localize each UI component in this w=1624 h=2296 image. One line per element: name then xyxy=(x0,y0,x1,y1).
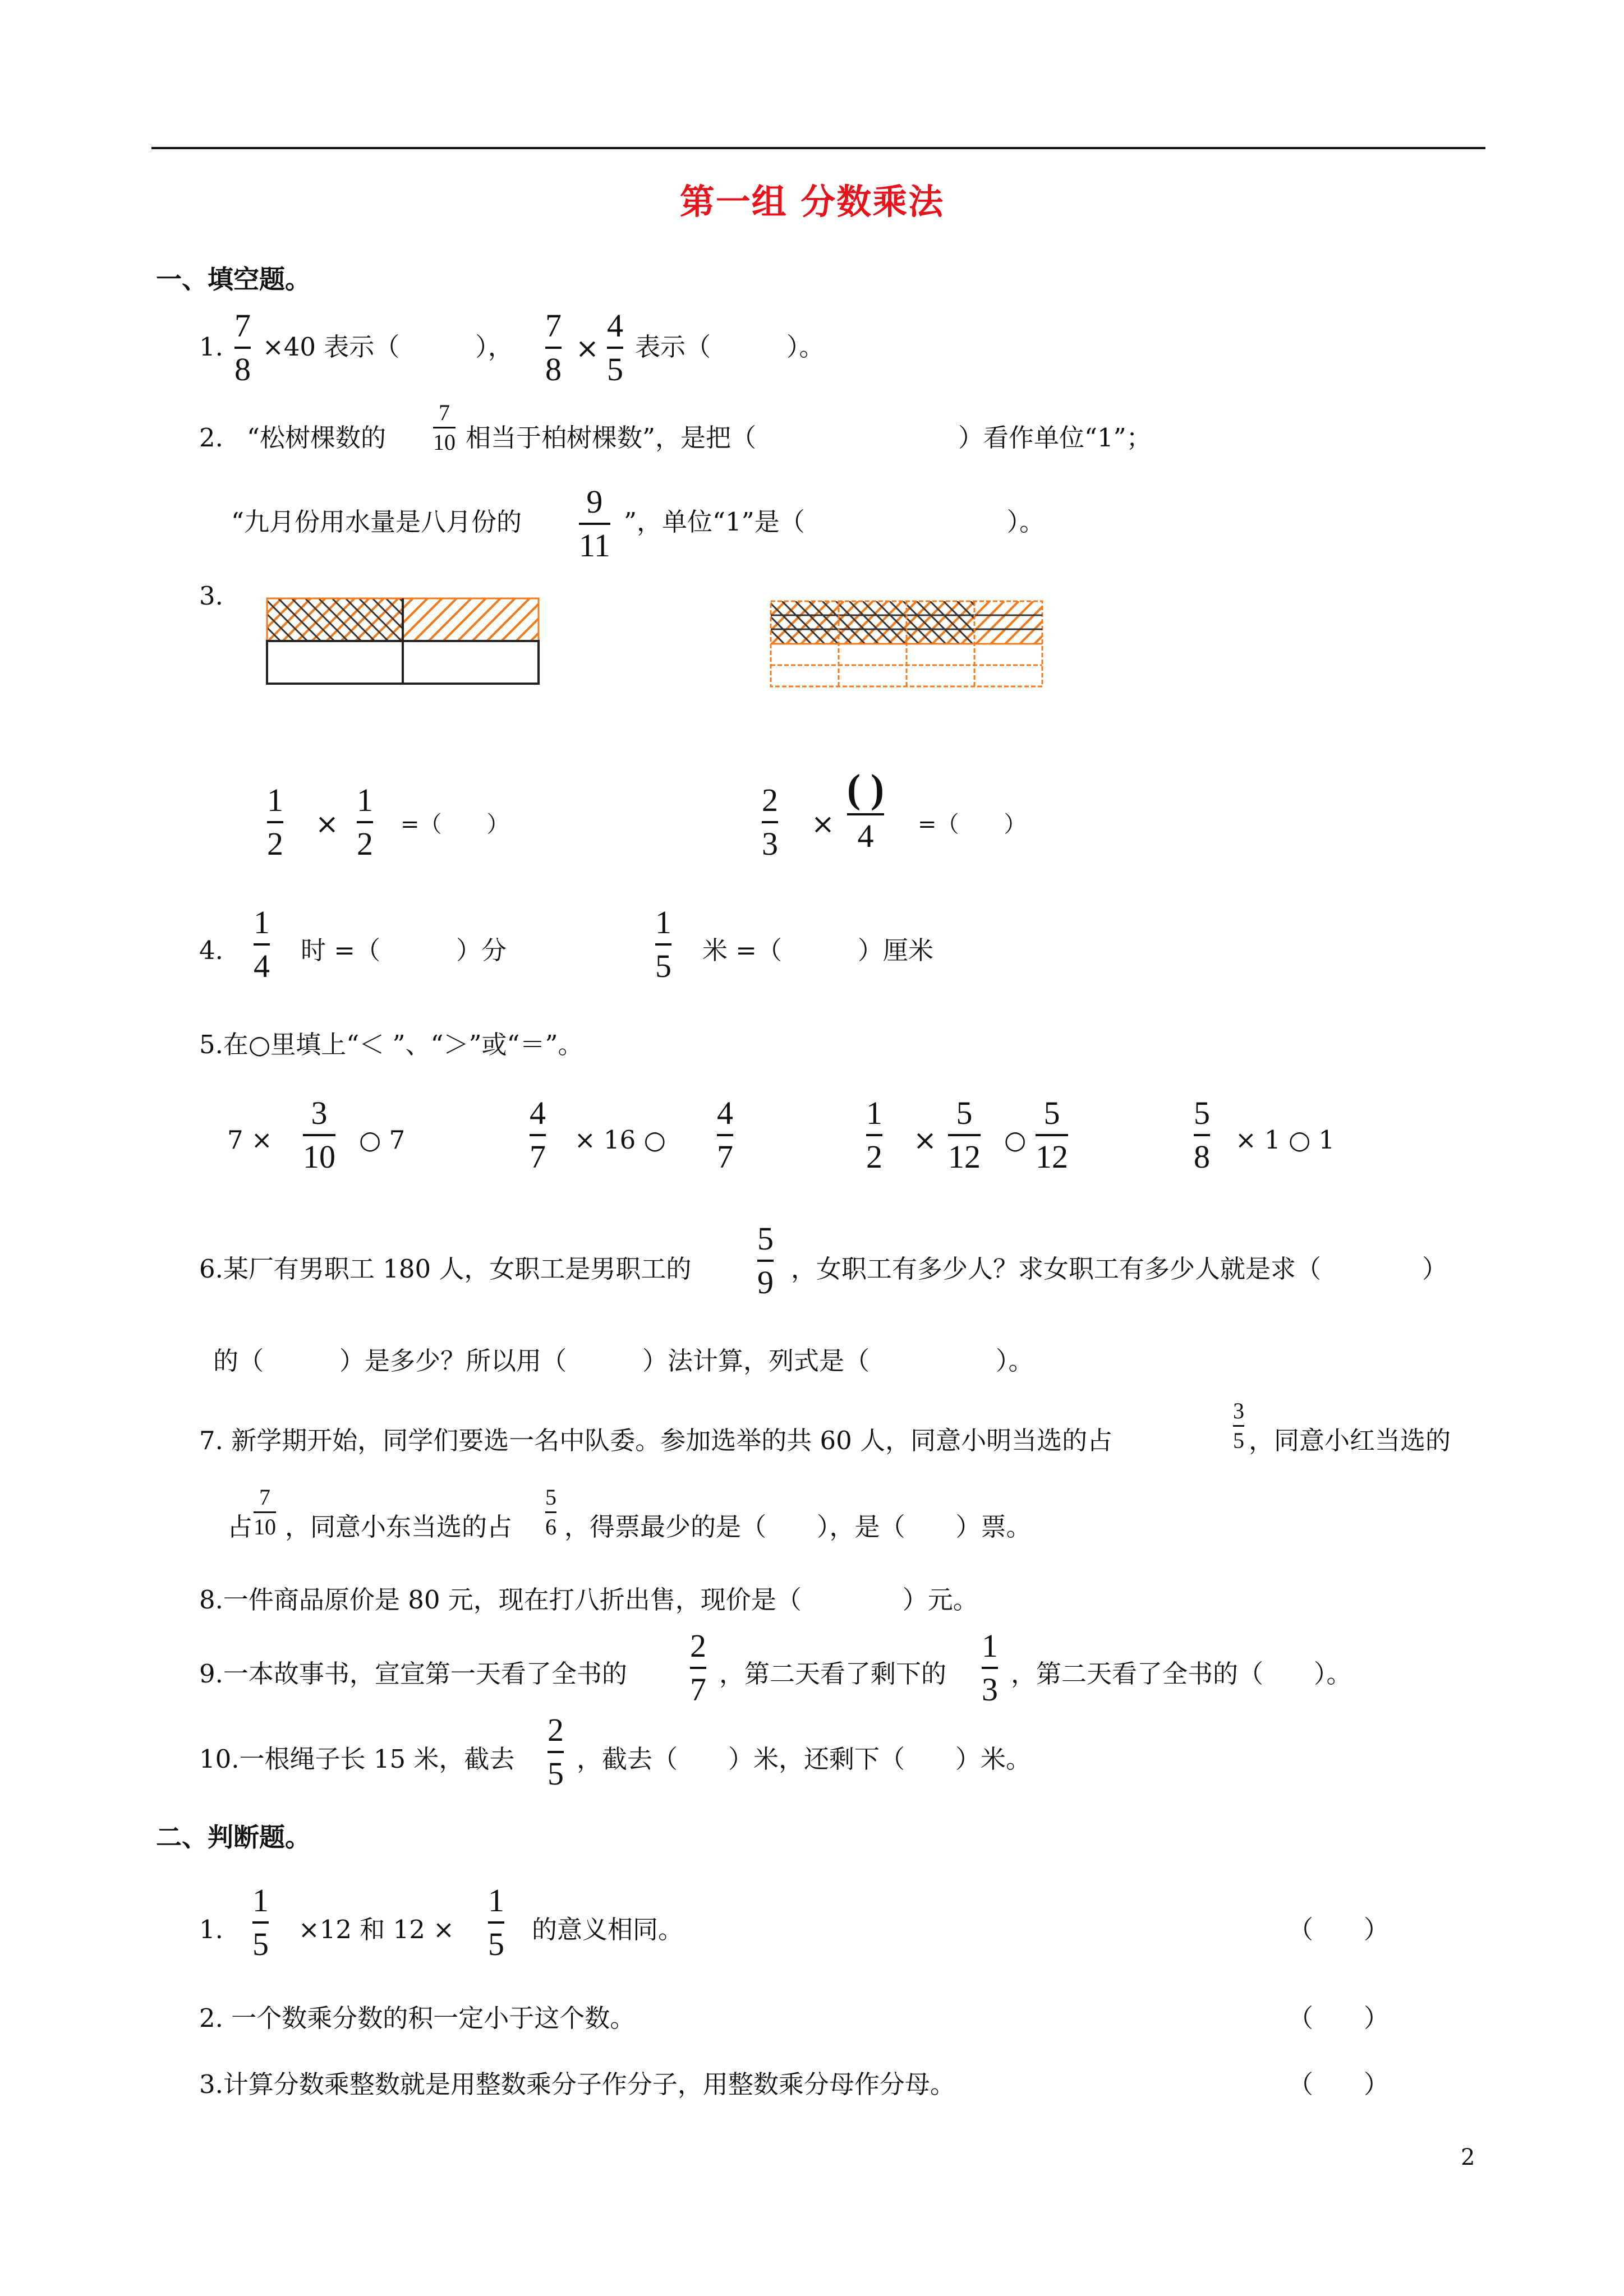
numerator: 3 xyxy=(1233,1398,1244,1423)
j1-number: 1. xyxy=(199,1915,223,1944)
numerator: 7 xyxy=(259,1484,270,1510)
denominator: 7 xyxy=(530,1138,546,1175)
hatch-line xyxy=(957,601,1000,644)
j2-answer-paren[interactable]: （ ） xyxy=(1288,2003,1390,2033)
hatch-line xyxy=(930,601,973,644)
hatch-line xyxy=(1078,601,1121,644)
denominator: 5 xyxy=(607,351,623,388)
q5-item-4-fraction xyxy=(1194,1097,1210,1173)
denominator: 2 xyxy=(866,1138,882,1175)
hatch-line xyxy=(836,601,878,644)
q7-text-b2: ，同意小东当选的占 xyxy=(285,1512,513,1542)
q5-item-3-times: × xyxy=(913,1124,937,1156)
q6-text-b: 的（ ）是多少？所以用（ ）法计算，列式是（ ）。 xyxy=(213,1346,1034,1376)
q2-text-b2: ”，单位“1”是（ ）。 xyxy=(624,507,1045,537)
numerator: 2 xyxy=(762,782,778,818)
hatch-line xyxy=(728,601,771,644)
q7-text-a2: ，同意小红当选的 xyxy=(1249,1426,1451,1455)
j1-fraction-1 xyxy=(252,1884,269,1961)
numerator: 5 xyxy=(956,1095,973,1131)
q3-number: 3. xyxy=(199,581,223,611)
hatch-line xyxy=(863,601,905,644)
numerator: 4 xyxy=(607,307,623,344)
q4-fraction-2 xyxy=(655,906,671,983)
hatch-line xyxy=(809,601,852,644)
q3-right-times: × xyxy=(811,808,835,840)
q9-fraction-2 xyxy=(982,1630,998,1706)
hatch-line xyxy=(984,601,1027,644)
denominator: 3 xyxy=(762,826,778,862)
q1-text-1: ×40 表示（ ）， xyxy=(263,332,513,362)
q5-item-3-circle: ○ xyxy=(1004,1125,1027,1155)
numerator: 7 xyxy=(545,307,562,344)
q7-text-a1: 7. 新学期开始，同学们要选一名中队委。参加选举的共 60 人，同意小明当选的占 xyxy=(199,1426,1113,1455)
q4-text-1: 时 =（ ）分 xyxy=(301,935,507,965)
denominator: 10 xyxy=(254,1514,276,1539)
section-judge-heading: 二、判断题。 xyxy=(156,1822,311,1852)
denominator: 12 xyxy=(1036,1138,1068,1175)
numerator: 1 xyxy=(252,1882,269,1919)
page-title: 第一组 分数乘法 xyxy=(679,181,945,222)
numerator: 2 xyxy=(548,1712,564,1748)
q9-text-a1: 9.一本故事书，宣宣第一天看了全书的 xyxy=(199,1659,627,1689)
q5-instruction: 5.在○里填上“＜ ”、“＞”或“＝”。 xyxy=(199,1030,583,1059)
numerator: 4 xyxy=(717,1095,733,1131)
hatch-line xyxy=(1049,601,1092,644)
q5-item-1-fraction xyxy=(303,1097,335,1173)
q3-right-answer: =（ ） xyxy=(918,812,1027,837)
denominator: 7 xyxy=(717,1138,733,1175)
denominator: 8 xyxy=(545,351,562,388)
q10-fraction xyxy=(548,1714,564,1790)
denominator: 8 xyxy=(1194,1138,1210,1175)
hatch-line xyxy=(970,601,1013,644)
hatch-line xyxy=(1064,601,1106,644)
q7-fraction-2 xyxy=(254,1486,276,1538)
q3-right-fraction-1 xyxy=(762,784,778,860)
q5-item-2-middle: × 16 ○ xyxy=(574,1125,666,1155)
numerator: 1 xyxy=(982,1628,998,1664)
hatch-line xyxy=(997,601,1040,644)
q4-text-2: 米 =（ ）厘米 xyxy=(702,935,934,965)
numerator: 5 xyxy=(757,1220,774,1257)
denominator: 10 xyxy=(303,1138,335,1175)
q9-fraction-1 xyxy=(690,1630,706,1706)
denominator: 10 xyxy=(433,430,456,455)
numerator: 5 xyxy=(1194,1095,1210,1131)
denominator: 2 xyxy=(357,826,373,862)
q3-left-fraction-2 xyxy=(357,784,373,860)
denominator: 5 xyxy=(252,1926,269,1962)
q2-text-a1: “松树棵数的 xyxy=(247,423,387,453)
q6-fraction xyxy=(757,1220,774,1301)
numerator: 1 xyxy=(254,904,270,940)
q5-item-3-fraction-2 xyxy=(948,1097,981,1173)
denominator: 5 xyxy=(548,1755,564,1792)
q4-fraction-1 xyxy=(254,906,270,983)
section-fill-blank-heading: 一、填空题。 xyxy=(156,264,311,294)
numerator: 1 xyxy=(488,1882,504,1919)
numerator: 3 xyxy=(311,1095,328,1131)
numerator: 9 xyxy=(586,483,603,520)
numerator: 1 xyxy=(267,782,283,818)
j3-text: 3.计算分数乘整数就是用整数乘分子作分子，用整数乘分母作分母。 xyxy=(199,2069,955,2099)
q3-left-fraction-1 xyxy=(267,784,283,860)
numerator: 4 xyxy=(530,1095,546,1131)
denominator: 4 xyxy=(254,948,270,984)
hatch-line xyxy=(849,601,892,644)
j3-answer-paren[interactable]: （ ） xyxy=(1288,2069,1390,2099)
q5-item-3-fraction-1 xyxy=(866,1097,882,1173)
q4-number: 4. xyxy=(199,935,223,965)
j1-middle: ×12 和 12 × xyxy=(298,1915,454,1944)
denominator: 12 xyxy=(948,1138,981,1175)
denominator: 5 xyxy=(1233,1428,1244,1453)
hatch-line xyxy=(769,601,811,644)
q3-right-fraction-2 xyxy=(847,768,884,852)
q5-item-2-fraction-2 xyxy=(717,1097,733,1173)
hatch-line xyxy=(755,601,798,644)
denominator: 4 xyxy=(857,818,874,854)
q10-text-a2: ，截去（ ）米，还剩下（ ）米。 xyxy=(577,1744,1032,1774)
hatch-line xyxy=(1011,601,1053,644)
j2-text: 2. 一个数乘分数的积一定小于这个数。 xyxy=(199,2003,636,2033)
denominator: 2 xyxy=(267,826,283,862)
hatch-line xyxy=(728,601,771,644)
q7-text-b1: 占 xyxy=(227,1512,253,1542)
q7-fraction-1 xyxy=(1233,1400,1244,1452)
hatch-line xyxy=(795,601,838,644)
q1-text-2: 表示（ ）。 xyxy=(635,332,825,362)
denominator: 6 xyxy=(545,1514,556,1539)
j1-suffix: 的意义相同。 xyxy=(532,1915,684,1944)
q6-text-a1: 6.某厂有男职工 180 人，女职工是男职工的 xyxy=(199,1254,692,1284)
j1-answer-paren[interactable]: （ ） xyxy=(1288,1915,1390,1944)
q5-item-4-suffix: × 1 ○ 1 xyxy=(1235,1125,1335,1155)
denominator: 5 xyxy=(655,948,671,984)
q9-text-a2: ，第二天看了剩下的 xyxy=(719,1659,947,1689)
q6-text-a2: ，女职工有多少人？求女职工有多少人就是求（ ） xyxy=(791,1254,1448,1284)
q5-item-1-prefix: 7 × xyxy=(227,1125,273,1155)
q3-left-answer: =（ ） xyxy=(401,812,509,837)
page-number: 2 xyxy=(1461,2145,1475,2170)
question-8: 8.一件商品原价是 80 元，现在打八折出售，现价是（ ）元。 xyxy=(199,1585,978,1615)
numerator: 5 xyxy=(1043,1095,1060,1131)
numerator: 7 xyxy=(234,307,251,344)
q5-item-2-fraction-1 xyxy=(530,1097,546,1173)
denominator: 7 xyxy=(690,1671,706,1708)
hatch-line xyxy=(822,601,865,644)
q1-number: 1. xyxy=(199,332,223,362)
denominator: 5 xyxy=(488,1926,504,1962)
q7-fraction-3 xyxy=(545,1486,556,1538)
numerator: 7 xyxy=(439,400,450,425)
numerator: 1 xyxy=(357,782,373,818)
denominator: 11 xyxy=(579,527,610,564)
j1-fraction-2 xyxy=(488,1884,504,1961)
hatch-line xyxy=(782,601,825,644)
numerator: ( ) xyxy=(847,766,884,811)
numerator: 1 xyxy=(866,1095,882,1131)
q2-number: 2. xyxy=(199,423,223,453)
denominator: 9 xyxy=(757,1264,774,1301)
q3-left-times: × xyxy=(315,808,339,840)
denominator: 3 xyxy=(982,1671,998,1708)
numerator: 2 xyxy=(690,1628,706,1664)
q2-text-a2: 相当于柏树棵数”，是把（ ）看作单位“1”； xyxy=(466,423,1152,453)
q5-item-3-fraction-3 xyxy=(1036,1097,1068,1173)
numerator: 1 xyxy=(655,904,671,940)
hatch-line xyxy=(944,601,986,644)
denominator: 8 xyxy=(234,351,251,388)
q1-times: × xyxy=(576,332,599,365)
q9-text-a3: ，第二天看了全书的（ ）。 xyxy=(1011,1659,1352,1689)
hatch-line xyxy=(876,601,919,644)
q10-text-a1: 10.一根绳子长 15 米，截去 xyxy=(199,1744,515,1774)
q7-text-b3: ，得票最少的是（ ），是（ ）票。 xyxy=(564,1512,1032,1542)
q5-item-1-suffix: ○ 7 xyxy=(359,1125,406,1155)
numerator: 5 xyxy=(545,1484,556,1510)
q2-text-b1: “九月份用水量是八月份的 xyxy=(231,507,522,537)
